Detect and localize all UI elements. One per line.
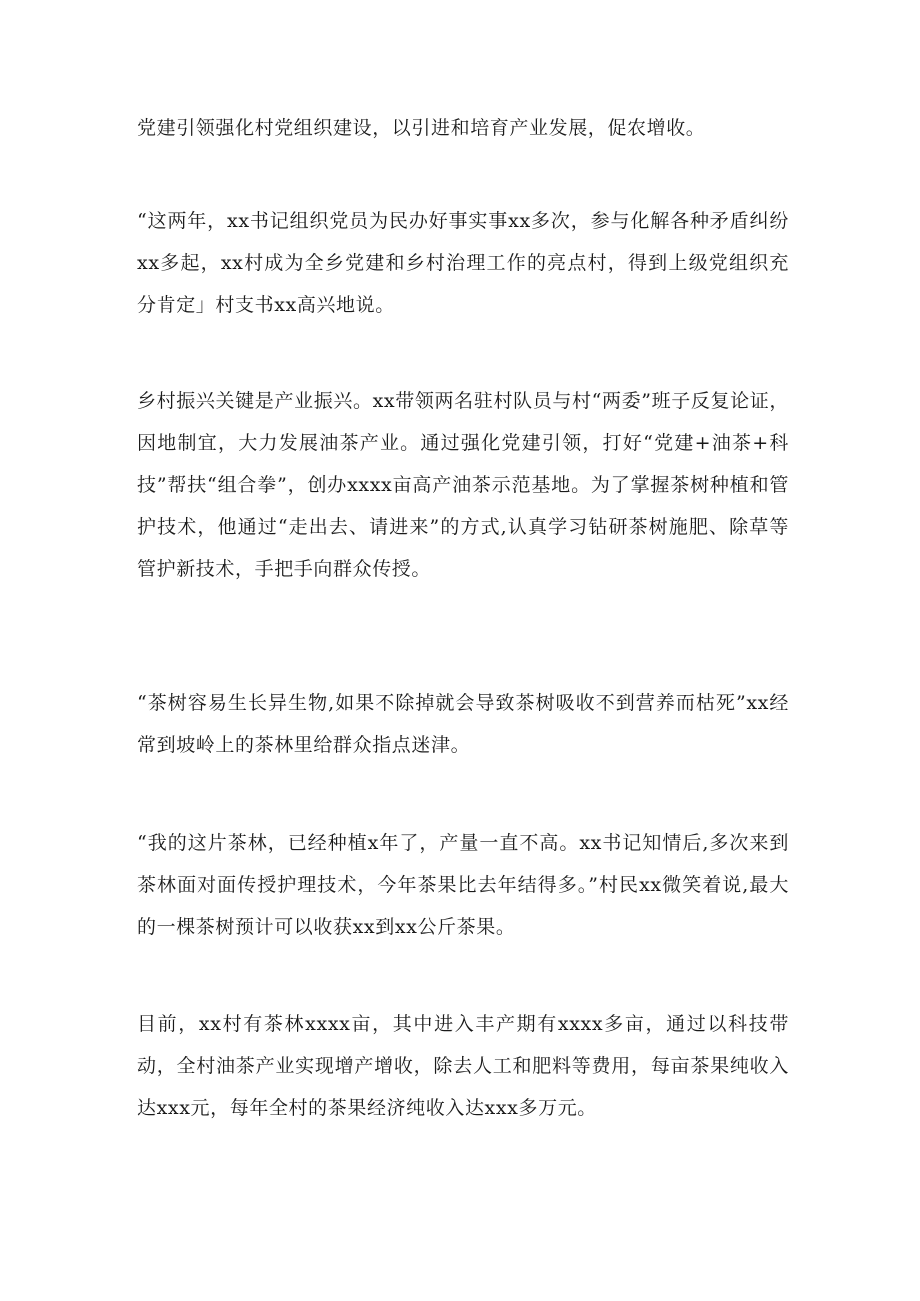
paragraph-6: 目前，xx村有茶林xxxx亩，其中进入丰产期有xxxx多亩，通过以科技带动，全村油茶产业实现增产增收，除去人工和肥料等费用，每亩茶果纯收入达xxx元，每年全村的茶果经济纯收入达xxx多万元。 <box>137 1013 789 1119</box>
paragraph-1: 党建引领强化村党组织建设，以引进和培育产业发展，促农增收。 <box>137 117 706 139</box>
paragraph-2: “这两年，xx书记组织党员为民办好事实事xx多次，参与化解各种矛盾纠纷xx多起，xx村成为全乡党建和乡村治理工作的亮点村，得到上级党组织充分肯定」村支书xx高兴地说。 <box>137 210 789 316</box>
paragraph-3: 乡村振兴关键是产业振兴。xx带领两名驻村队员与村“两委”班子反复论证，因地制宜，大力发展油茶产业。通过强化党建引领，打好“党建+油茶+科技”帮扶“组合拳”，创办xxxx亩高产油茶示范基地。为了掌握茶树种植和管护技术，他通过“走出去、请进来”的方式,认真学习钻研茶树施肥、除草等管护新技术，手把手向群众传授。 <box>137 390 789 580</box>
paragraph-5: “我的这片茶林，已经种植x年了，产量一直不高。xx书记知情后,多次来到茶林面对面传授护理技术，今年茶果比去年结得多。”村民xx微笑着说,最大的一棵茶树预计可以收获xx到xx公斤茶果。 <box>137 832 789 938</box>
paragraph-4: “茶树容易生长异生物,如果不除掉就会导致茶树吸收不到营养而枯死”xx经常到坡岭上的茶林里给群众指点迷津。 <box>137 692 789 756</box>
